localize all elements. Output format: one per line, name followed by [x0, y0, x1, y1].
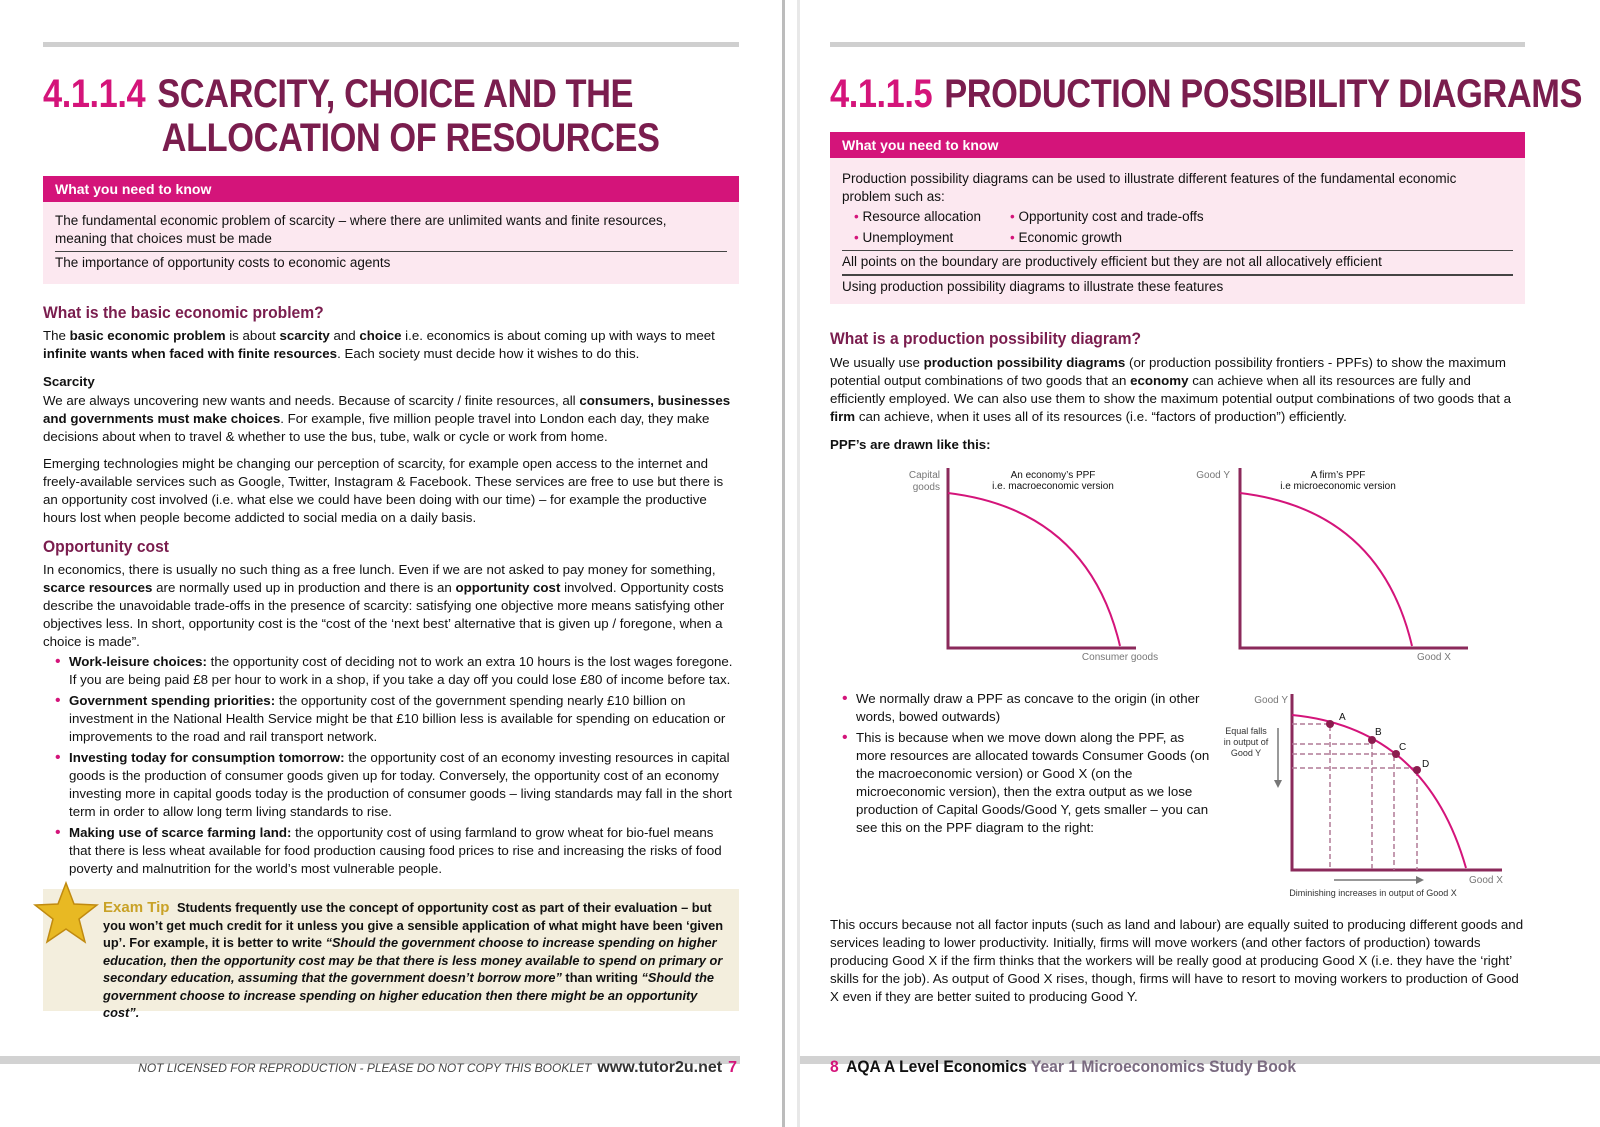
right-arrow-head-icon — [1416, 876, 1424, 884]
y-axis-label: goods — [912, 482, 940, 493]
wyntk-item: The importance of opportunity costs to economic agents — [55, 255, 391, 270]
list-item: • We normally draw a PPF as concave to the origin (in other words, bowed outwards) — [830, 690, 1210, 726]
wyntk-box — [830, 158, 1525, 304]
footer — [830, 1054, 1296, 1080]
y-axis-label: Good Y — [1254, 695, 1288, 706]
list-item: • Work-leisure choices: the opportunity cost of deciding not to work an extra 10 hours is the lost wages foregone. If you are being paid £8 per hour to work in a shop, if you take a day off you could lose £80 of income before tax. — [43, 653, 737, 689]
exam-tip-box — [43, 889, 739, 1020]
section-number: 4.1.1.5 — [830, 72, 933, 116]
heading-ppd: What is a production possibility diagram? — [830, 329, 1142, 348]
scarcity-heading: Scarcity — [43, 374, 95, 389]
point-label: C — [1399, 742, 1407, 753]
footer — [138, 1056, 737, 1080]
x-axis-label: Consumer goods — [1081, 652, 1159, 663]
wyntk-header: What you need to know — [43, 176, 739, 202]
chart-title: An economy’s PPF — [1010, 470, 1096, 481]
point-label: A — [1339, 712, 1346, 723]
title-line-2: ALLOCATION OF RESOURCES — [161, 116, 660, 160]
x-axis-label: Good X — [1417, 652, 1451, 663]
point-label: B — [1375, 727, 1382, 738]
scarcity-text: We are always uncovering new wants and needs. Because of scarcity / finite resources, all consumers, businesses and governments must make choices. For example, five million people travel into London each day, they make decisions about when to travel & whether to use the bus, tube, walk or cycle or work from home. — [43, 393, 731, 444]
right-page — [800, 0, 1600, 1127]
chart-subtitle: i.e microeconomic version — [1280, 481, 1396, 492]
list-item: • Resource allocation — [854, 209, 982, 224]
ppf-shape-bullets — [830, 690, 1210, 840]
x-axis-label: Good X — [1469, 875, 1503, 886]
exam-tip-text: Exam Tip Students frequently use the concept of opportunity cost as part of their evaluation – but you won’t get much credit for it unless you give a sensible application of what might have been ‘given up’. For example, it is better to write “Should the government choose to increase spending on higher education, then the opportunity cost may be that there is less money available to spend on primary or secondary education, assuming that the government doesn’t borrow more” than writing “Should the government choose to increase spending on higher education then there might be an opportunity cost”. — [103, 899, 724, 1020]
point-label: D — [1422, 759, 1430, 770]
note-line: Good Y — [1230, 748, 1262, 758]
page-number: 8 — [830, 1057, 839, 1076]
economy-ppf-diagram — [900, 462, 1180, 672]
opportunity-cost-text: In economics, there is usually no such thing as a free lunch. Even if we are not asked to pay money for something, scarce resources are normally used up in production and there is an opportunity cost involved. Opportunity costs describe the unavoidable trade-offs in the presence of scarcity: satisfying one objective more means satisfying other objectives less. In short, opportunity cost is the “cost of the ‘next best’ alternative that is given up / foregone, when a choice is made”. — [43, 562, 725, 649]
wyntk-item: Using production possibility diagrams to illustrate these features — [842, 275, 1513, 299]
top-rule — [43, 42, 739, 47]
exam-tip-label: Exam Tip — [103, 899, 170, 916]
basic-problem-text: The basic economic problem is about scarcity and choice i.e. economics is about coming up with ways to meet infinite wants when faced with finite resources. Each society must decide how it wishes to do this. — [43, 328, 715, 361]
opportunity-cost-examples — [43, 653, 737, 881]
section-title — [43, 72, 660, 160]
axes — [948, 468, 1136, 648]
heading-opportunity-cost: Opportunity cost — [43, 537, 169, 556]
star-icon — [33, 881, 99, 945]
footer-url[interactable]: www.tutor2u.net — [597, 1059, 723, 1076]
title-line-1: SCARCITY, CHOICE AND THE — [157, 72, 634, 116]
page-number: 7 — [728, 1059, 737, 1076]
heading-basic-problem: What is the basic economic problem? — [43, 303, 324, 322]
list-item: • Investing today for consumption tomorrow: the opportunity cost of an economy investing resources in capital goods is the production of consumer goods given up for today. Conversely, the opportunity cost of an economy investing more in capital goods today is the production of consumer goods – living standards may fall in the short term in order to allow long term living standards to rise. — [43, 749, 737, 821]
book-subtitle: Year 1 Microeconomics Study Book — [1030, 1057, 1297, 1076]
wyntk-intro: Production possibility diagrams can be used to illustrate different features of the fundamental economic problem such as: — [842, 171, 1457, 204]
firm-ppf-diagram — [1192, 462, 1472, 672]
list-item: • This is because when we move down along the PPF, as more resources are allocated towards Consumer Goods (on the macroeconomic version) or Good X (on the microeconomic version), then the extra output as we lose production of Capital Goods/Good Y, gets smaller – you can see this on the PPF diagram to the right: — [830, 729, 1210, 837]
section-number: 4.1.1.4 — [43, 72, 146, 116]
axes — [1240, 468, 1468, 648]
feature-list — [842, 206, 1513, 250]
ppf-curve — [1240, 493, 1412, 646]
list-item: • Unemployment — [854, 230, 954, 245]
list-item: • Government spending priorities: the opportunity cost of the government spending nearly £10 billion on investment in the National Health Service might be that £10 billion less is available for spending on education or improvements to the road and rail transport network. — [43, 692, 737, 746]
wyntk-header: What you need to know — [830, 132, 1525, 158]
left-page — [0, 0, 797, 1127]
ppf-drawn-label: PPF’s are drawn like this: — [830, 437, 991, 452]
book-title: AQA A Level Economics — [846, 1057, 1027, 1076]
list-item: • Opportunity cost and trade-offs — [1010, 209, 1204, 224]
license-notice: NOT LICENSED FOR REPRODUCTION - PLEASE DO NOT COPY THIS BOOKLET — [138, 1061, 592, 1075]
point-d — [1413, 766, 1421, 774]
down-arrow-head-icon — [1274, 780, 1282, 788]
list-item: • Economic growth — [1010, 230, 1123, 245]
wyntk-box — [43, 202, 739, 284]
point-a — [1326, 720, 1334, 728]
top-rule — [830, 42, 1525, 47]
ppd-text: We usually use production possibility diagrams (or production possibility frontiers - PPFs) to show the maximum potential output combinations of two goods that an economy can achieve when all its resources are fully and efficiently employed. We can also use them to show the maximum potential output combinations of two goods that a firm can achieve, when it uses all of its resources (i.e. “factors of production”) efficiently. — [830, 355, 1511, 424]
chart-title: A firm’s PPF — [1310, 470, 1366, 481]
y-axis-label: Capital — [908, 470, 940, 481]
wyntk-item: All points on the boundary are productively efficient but they are not all allocatively efficient — [842, 250, 1513, 275]
note-line: Equal falls — [1225, 726, 1267, 736]
chart-caption: Diminishing increases in output of Good X — [1289, 888, 1457, 898]
emerging-tech-text: Emerging technologies might be changing our perception of scarcity, for example open access to the internet and freely-available services such as Google, Twitter, Instagram & Facebook. These services are free to use but there is an opportunity cost involved (i.e. what else we could have been doing with our time) – for example the productive hours lost when people become addicted to social media on a daily basis. — [43, 456, 724, 525]
page-gutter — [782, 0, 785, 1127]
ppf-curve — [948, 493, 1120, 646]
wyntk-item: The fundamental economic problem of scarcity – where there are unlimited wants and finite resources, meaning that choices must be made — [55, 210, 727, 252]
chart-subtitle: i.e. macroeconomic version — [992, 481, 1114, 492]
y-axis-label: Good Y — [1196, 470, 1230, 481]
list-item: • Making use of scarce farming land: the opportunity cost of using farmland to grow wheat for bio-fuel means that there is less wheat available for food production causing food prices to rise and increasing the risks of food poverty and malnutrition for the world’s most vulnerable people. — [43, 824, 737, 878]
title-text: PRODUCTION POSSIBILITY DIAGRAMS — [944, 72, 1583, 116]
diminishing-returns-ppf-diagram — [1218, 688, 1518, 906]
note-line: in output of — [1223, 737, 1269, 747]
section-title — [830, 72, 1582, 116]
closing-text: This occurs because not all factor inputs (such as land and labour) are equally suited to producing different goods and services leading to lower productivity. Initially, firms will move workers (and other factors of production) towards producing Good X if the firm thinks that the workers will be really good at producing Good X (i.e. they have the ‘right’ skills for the job). As output of Good X rises, though, firms will have to resort to moving workers to production of Good X even if they are better suited to producing Good Y. — [830, 917, 1524, 1004]
